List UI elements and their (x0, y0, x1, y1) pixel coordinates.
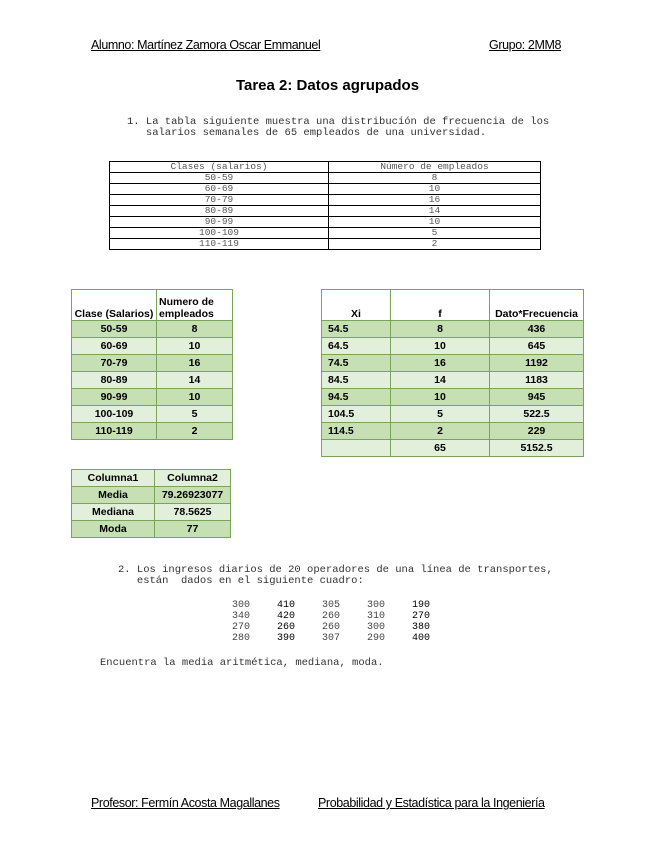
table2-cell: 522.5 (490, 406, 584, 423)
table1-cell: 50-59 (72, 321, 157, 338)
table1-cell: 10 (157, 389, 233, 406)
page-title: Tarea 2: Datos agrupados (235, 77, 420, 94)
table3-header: Columna1 (72, 470, 155, 487)
table2-cell (322, 440, 391, 457)
table1-header: Clase (Salarios) (72, 290, 157, 321)
table1-cell: 90-99 (72, 389, 157, 406)
table1-header: Numero de empleados (157, 290, 233, 321)
table2-cell: 114.5 (322, 423, 391, 440)
table3-cell: Media (72, 487, 155, 504)
income-value: 300 (232, 600, 251, 611)
table2-total: 65 (391, 440, 490, 457)
income-value: 307 (322, 633, 341, 644)
income-value: 260 (322, 611, 341, 622)
table2-cell: 436 (490, 321, 584, 338)
summary-stats-table (71, 469, 231, 538)
income-value: 380 (412, 622, 431, 633)
professor-name: Profesor: Fermín Acosta Magallanes (91, 796, 280, 810)
income-grid (232, 600, 457, 644)
image-table-cell: 16 (329, 195, 541, 206)
income-value: 260 (277, 622, 296, 633)
image-table-cell: 50-59 (110, 173, 329, 184)
table2-cell: 8 (391, 321, 490, 338)
table2-cell: 104.5 (322, 406, 391, 423)
income-value: 300 (367, 600, 386, 611)
table3-cell: 78.5625 (155, 504, 231, 521)
image-table-cell: 100-109 (110, 228, 329, 239)
student-name: Alumno: Martínez Zamora Oscar Emmanuel (91, 38, 321, 52)
image-table-cell: 14 (329, 206, 541, 217)
table2-header: Dato*Frecuencia (490, 290, 584, 321)
table2-cell: 64.5 (322, 338, 391, 355)
table1-cell: 2 (157, 423, 233, 440)
income-value: 340 (232, 611, 251, 622)
table3-cell: Moda (72, 521, 155, 538)
class-frequency-table (71, 289, 233, 440)
income-value: 305 (322, 600, 341, 611)
table3-cell: 79.26923077 (155, 487, 231, 504)
xi-frequency-table (321, 289, 584, 457)
table1-cell: 70-79 (72, 355, 157, 372)
image-table-cell: 5 (329, 228, 541, 239)
table1-cell: 10 (157, 338, 233, 355)
table1-cell: 100-109 (72, 406, 157, 423)
income-value: 270 (412, 611, 431, 622)
table1-cell: 5 (157, 406, 233, 423)
table2-cell: 10 (391, 338, 490, 355)
income-value: 410 (277, 600, 296, 611)
table1-cell: 60-69 (72, 338, 157, 355)
image-table-cell: 2 (329, 239, 541, 250)
income-value: 190 (412, 600, 431, 611)
table2-total: 5152.5 (490, 440, 584, 457)
image-table-header: Clases (salarios) (110, 162, 329, 173)
table1-cell: 14 (157, 372, 233, 389)
salary-distribution-image-table (109, 161, 541, 250)
table3-header: Columna2 (155, 470, 231, 487)
question-2-line-1: 2. Los ingresos diarios de 20 operadores de una línea de transportes, (118, 564, 553, 576)
income-value: 390 (277, 633, 296, 644)
table2-cell: 14 (391, 372, 490, 389)
income-value: 400 (412, 633, 431, 644)
income-value: 270 (232, 622, 251, 633)
image-table-cell: 10 (329, 217, 541, 228)
table2-header: f (391, 290, 490, 321)
table2-cell: 16 (391, 355, 490, 372)
table2-cell: 94.5 (322, 389, 391, 406)
question-1-line-1: 1. La tabla siguiente muestra una distribución de frecuencia de los (127, 116, 550, 128)
income-value: 260 (322, 622, 341, 633)
image-table-header: Número de empleados (329, 162, 541, 173)
table2-cell: 2 (391, 423, 490, 440)
income-value: 310 (367, 611, 386, 622)
group-label: Grupo: 2MM8 (489, 38, 562, 52)
image-table-cell: 80-89 (110, 206, 329, 217)
income-value: 420 (277, 611, 296, 622)
table3-cell: 77 (155, 521, 231, 538)
question-2-instruction: Encuentra la media aritmética, mediana, moda. (100, 657, 384, 669)
table2-cell: 645 (490, 338, 584, 355)
table2-cell: 54.5 (322, 321, 391, 338)
table2-cell: 945 (490, 389, 584, 406)
table2-cell: 229 (490, 423, 584, 440)
income-value: 280 (232, 633, 251, 644)
income-value: 290 (367, 633, 386, 644)
image-table-cell: 110-119 (110, 239, 329, 250)
table2-header: Xi (322, 290, 391, 321)
table2-cell: 84.5 (322, 372, 391, 389)
table2-cell: 1183 (490, 372, 584, 389)
image-table-cell: 8 (329, 173, 541, 184)
image-table-cell: 70-79 (110, 195, 329, 206)
question-1-line-2: salarios semanales de 65 empleados de una universidad. (127, 127, 487, 139)
table2-cell: 1192 (490, 355, 584, 372)
question-2-line-2: están dados en el siguiente cuadro: (118, 575, 364, 587)
table2-cell: 5 (391, 406, 490, 423)
image-table-cell: 10 (329, 184, 541, 195)
table1-cell: 16 (157, 355, 233, 372)
income-value: 300 (367, 622, 386, 633)
table1-cell: 80-89 (72, 372, 157, 389)
table1-cell: 110-119 (72, 423, 157, 440)
table2-cell: 10 (391, 389, 490, 406)
image-table-cell: 60-69 (110, 184, 329, 195)
table3-cell: Mediana (72, 504, 155, 521)
table2-cell: 74.5 (322, 355, 391, 372)
course-name: Probabilidad y Estadística para la Ingeniería (318, 796, 545, 810)
image-table-cell: 90-99 (110, 217, 329, 228)
table1-cell: 8 (157, 321, 233, 338)
